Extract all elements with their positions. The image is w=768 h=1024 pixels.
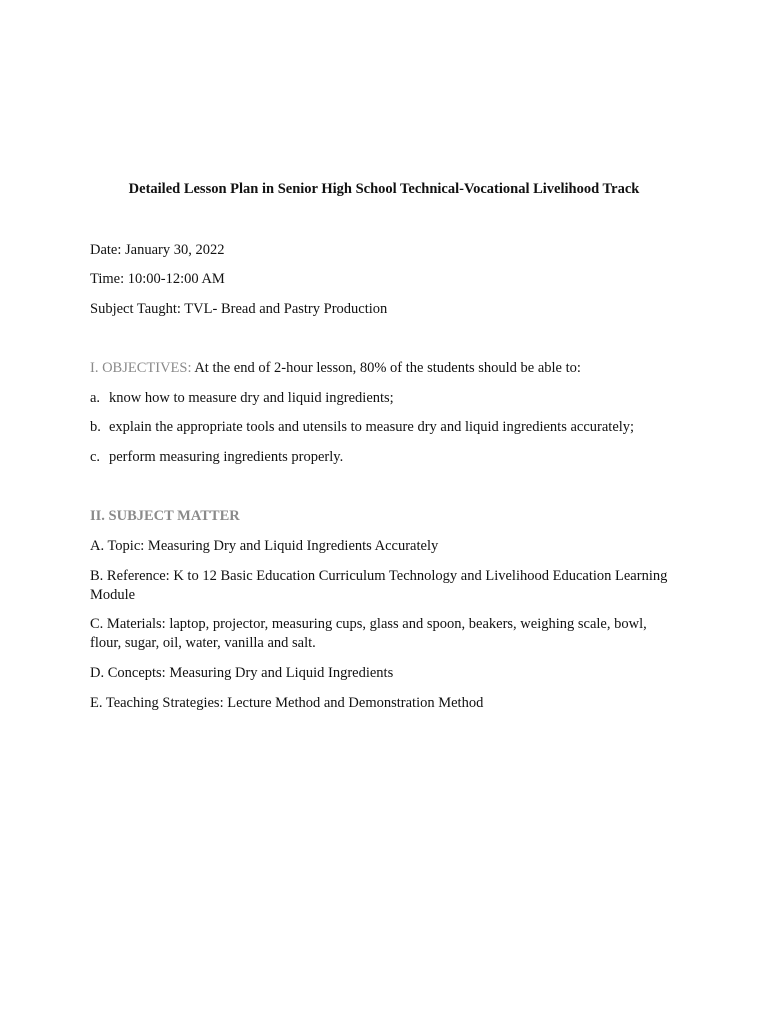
date-line: Date: January 30, 2022 (90, 242, 225, 258)
objectives-paragraph (90, 359, 680, 378)
objective-item-text: explain the appropriate tools and utensils to measure dry and liquid ingredients accurately; (109, 419, 635, 435)
objective-item-marker: a. (90, 390, 101, 406)
objective-item (90, 418, 680, 437)
objectives-intro: At the end of 2-hour lesson, 80% of the students should be able to: (191, 360, 581, 376)
subject-matter-heading: II. SUBJECT MATTER (90, 508, 240, 524)
objectives-heading: I. OBJECTIVES: (90, 360, 192, 376)
subject-matter-item: A. Topic: Measuring Dry and Liquid Ingredients Accurately (90, 538, 439, 554)
objective-item-marker: c. (90, 449, 101, 465)
objective-item (90, 389, 680, 408)
subject-matter-item: E. Teaching Strategies: Lecture Method and Demonstration Method (90, 695, 484, 711)
time-line: Time: 10:00-12:00 AM (90, 271, 225, 287)
subject-matter-item: D. Concepts: Measuring Dry and Liquid Ingredients (90, 665, 394, 681)
subject-taught-line: Subject Taught: TVL- Bread and Pastry Production (90, 301, 388, 317)
objective-item (90, 448, 680, 467)
objective-item-text: know how to measure dry and liquid ingredients; (109, 390, 394, 406)
subject-matter-item: C. Materials: laptop, projector, measuring cups, glass and spoon, beakers, weighing scale, bowl, flour, sugar, oil, water, vanilla and salt. (90, 616, 647, 651)
document-title: Detailed Lesson Plan in Senior High School Technical-Vocational Livelihood Track (128, 181, 640, 197)
objective-item-marker: b. (90, 419, 101, 435)
objective-item-text: perform measuring ingredients properly. (109, 449, 344, 465)
subject-matter-item: B. Reference: K to 12 Basic Education Curriculum Technology and Livelihood Education Learning Module (90, 568, 668, 603)
